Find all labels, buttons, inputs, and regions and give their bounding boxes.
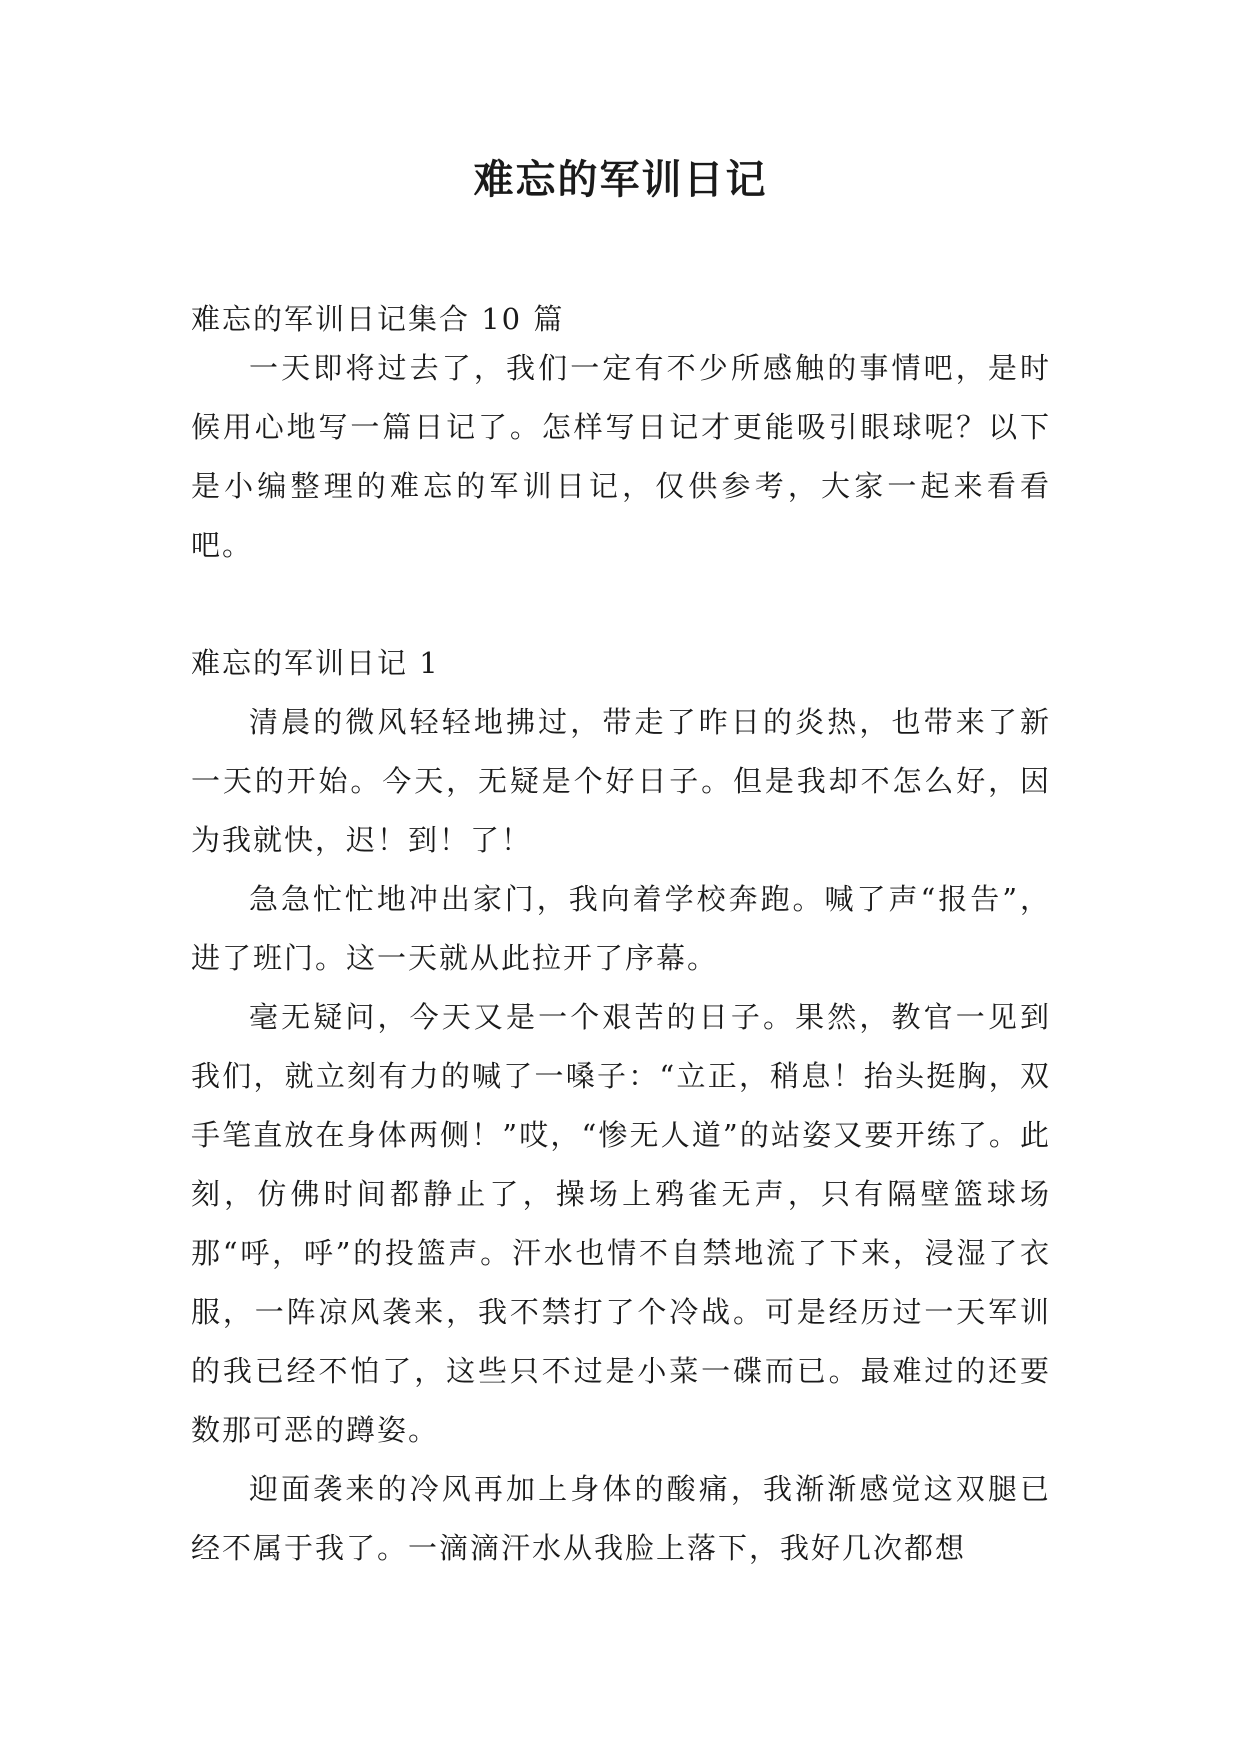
section-heading: 难忘的军训日记 1 xyxy=(191,646,440,680)
document-body xyxy=(191,339,1051,1578)
section-paragraph: 毫无疑问，今天又是一个艰苦的日子。果然，教官一见到我们，就立刻有力的喊了一嗓子：“立正，稍息！抬头挺胸，双手笔直放在身体两侧！”哎，“惨无人道”的站姿又要开练了。此刻，仿佛时间都静止了，操场上鸦雀无声，只有隔壁篮球场那“呼，呼”的投篮声。汗水也情不自禁地流了下来，浸湿了衣服，一阵凉风袭来，我不禁打了个冷战。可是经历过一天军训的我已经不怕了，这些只不过是小菜一碟而已。最难过的还要数那可恶的蹲姿。 xyxy=(191,1000,1051,1447)
section-paragraph: 急急忙忙地冲出家门，我向着学校奔跑。喊了声“报告”，进了班门。这一天就从此拉开了序幕。 xyxy=(191,882,1051,975)
section-paragraph: 迎面袭来的冷风再加上身体的酸痛，我渐渐感觉这双腿已经不属于我了。一滴滴汗水从我脸上落下，我好几次都想 xyxy=(191,1472,1051,1565)
document-title: 难忘的军训日记 xyxy=(473,156,768,203)
intro-paragraph: 一天即将过去了，我们一定有不少所感触的事情吧，是时候用心地写一篇日记了。怎样写日记才更能吸引眼球呢？以下是小编整理的难忘的军训日记，仅供参考，大家一起来看看吧。 xyxy=(191,351,1051,562)
intro-heading: 难忘的军训日记集合 10 篇 xyxy=(191,302,565,336)
section-paragraph: 清晨的微风轻轻地拂过，带走了昨日的炎热，也带来了新一天的开始。今天，无疑是个好日子。但是我却不怎么好，因为我就快，迟！到！了！ xyxy=(191,705,1051,857)
